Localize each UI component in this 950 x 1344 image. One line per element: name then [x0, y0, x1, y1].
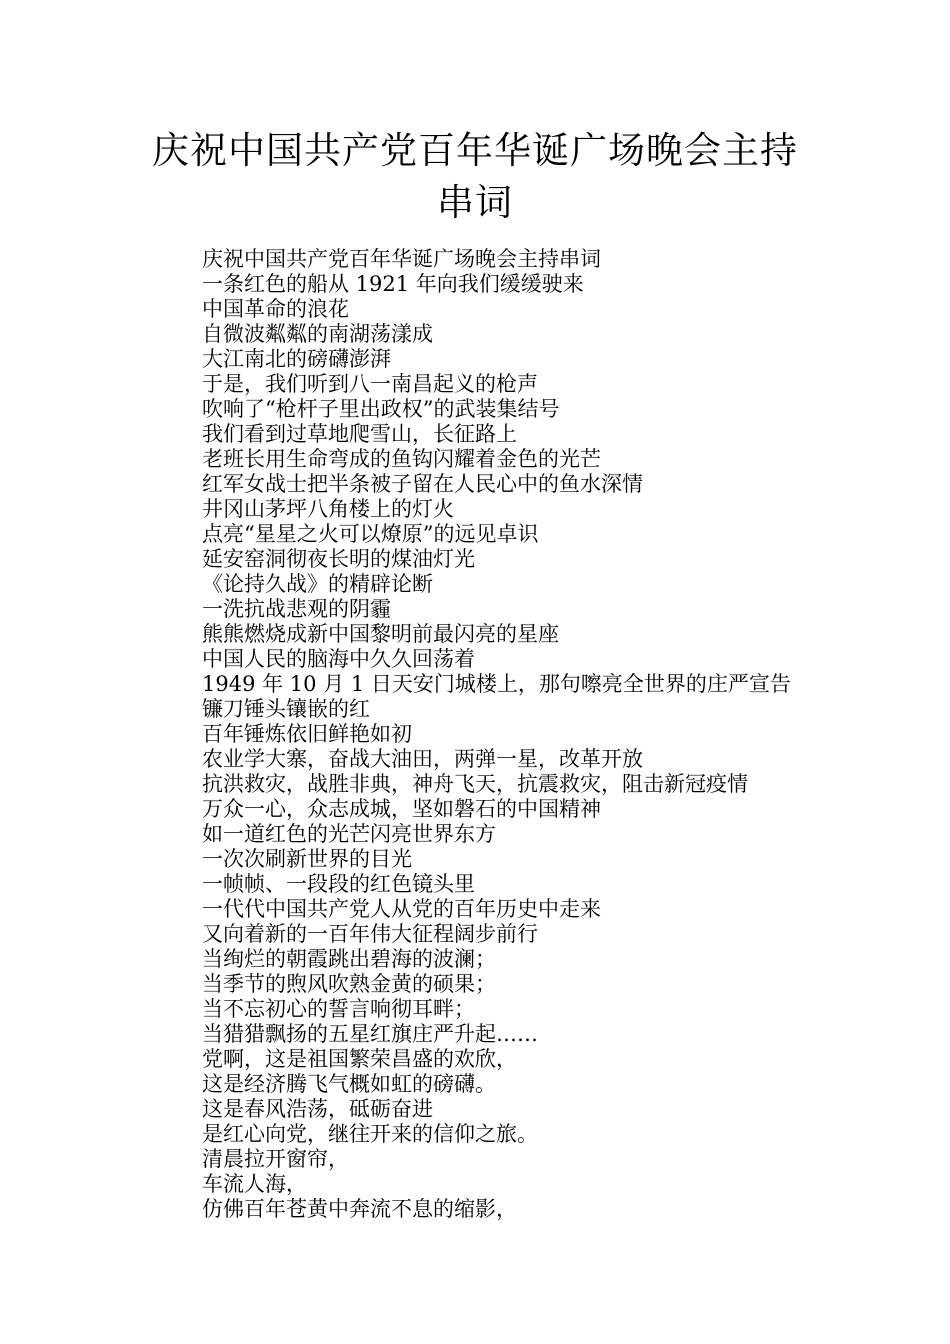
document-line: 百年锤炼依旧鲜艳如初: [202, 722, 412, 746]
document-line: 一条红色的船从 1921 年向我们缓缓驶来: [202, 272, 584, 296]
document-line: 万众一心，众志成城，坚如磐石的中国精神: [202, 797, 601, 821]
document-body: [202, 247, 842, 1222]
document-line: 于是，我们听到八一南昌起义的枪声: [202, 372, 538, 396]
document-line: 党啊，这是祖国繁荣昌盛的欢欣，: [202, 1047, 517, 1071]
document-line: 红军女战士把半条被子留在人民心中的鱼水深情: [202, 472, 643, 496]
document-line: 一洗抗战悲观的阴霾: [202, 597, 391, 621]
document-line: 我们看到过草地爬雪山，长征路上: [202, 422, 517, 446]
document-line: 井冈山茅坪八角楼上的灯火: [202, 497, 454, 521]
document-line: 庆祝中国共产党百年华诞广场晚会主持串词: [202, 247, 601, 271]
document-line: 中国革命的浪花: [202, 297, 349, 321]
document-line: 如一道红色的光芒闪亮世界东方: [202, 822, 496, 846]
document-line: 当季节的煦风吹熟金黄的硕果；: [202, 972, 496, 996]
document-line: 这是春风浩荡，砥砺奋进: [202, 1097, 433, 1121]
document-line: 自微波粼粼的南湖荡漾成: [202, 322, 433, 346]
document-line: 这是经济腾飞气概如虹的磅礴。: [202, 1072, 496, 1096]
document-line: 熊熊燃烧成新中国黎明前最闪亮的星座: [202, 622, 559, 646]
document-line: 是红心向党，继往开来的信仰之旅。: [202, 1122, 538, 1146]
document-line: 当绚烂的朝霞跳出碧海的波澜；: [202, 947, 496, 971]
document-line: 车流人海，: [202, 1172, 307, 1196]
document-line: 一次次刷新世界的目光: [202, 847, 412, 871]
document-line: 一帧帧、一段段的红色镜头里: [202, 872, 475, 896]
document-line: 当猎猎飘扬的五星红旗庄严升起……: [202, 1022, 538, 1046]
document-line: 当不忘初心的誓言响彻耳畔；: [202, 997, 475, 1021]
document-line: 大江南北的磅礴澎湃: [202, 347, 391, 371]
document-line: 抗洪救灾，战胜非典，神舟飞天，抗震救灾，阻击新冠疫情: [202, 772, 748, 796]
document-line: 仿佛百年苍黄中奔流不息的缩影，: [202, 1197, 517, 1221]
document-line: 一代代中国共产党人从党的百年历史中走来: [202, 897, 601, 921]
document-line: 点亮“星星之火可以燎原”的远见卓识: [202, 522, 539, 546]
document-line: 1949 年 10 月 1 日天安门城楼上，那句嚓亮全世界的庄严宣告: [202, 672, 791, 696]
document-line: 吹响了“枪杆子里出政权”的武装集结号: [202, 397, 560, 421]
document-line: 老班长用生命弯成的鱼钩闪耀着金色的光芒: [202, 447, 601, 471]
document-line: 又向着新的一百年伟大征程阔步前行: [202, 922, 538, 946]
document-line: 清晨拉开窗帘，: [202, 1147, 349, 1171]
document-line: 农业学大寨，奋战大油田，两弹一星，改革开放: [202, 747, 643, 771]
document-title: 庆祝中国共产党百年华诞广场晚会主持串词: [152, 129, 798, 224]
document-line: 中国人民的脑海中久久回荡着: [202, 647, 475, 671]
document-line: 《论持久战》的精辟论断: [202, 572, 433, 596]
document-line: 延安窑洞彻夜长明的煤油灯光: [202, 547, 475, 571]
document-line: 镰刀锤头镶嵌的红: [202, 697, 370, 721]
